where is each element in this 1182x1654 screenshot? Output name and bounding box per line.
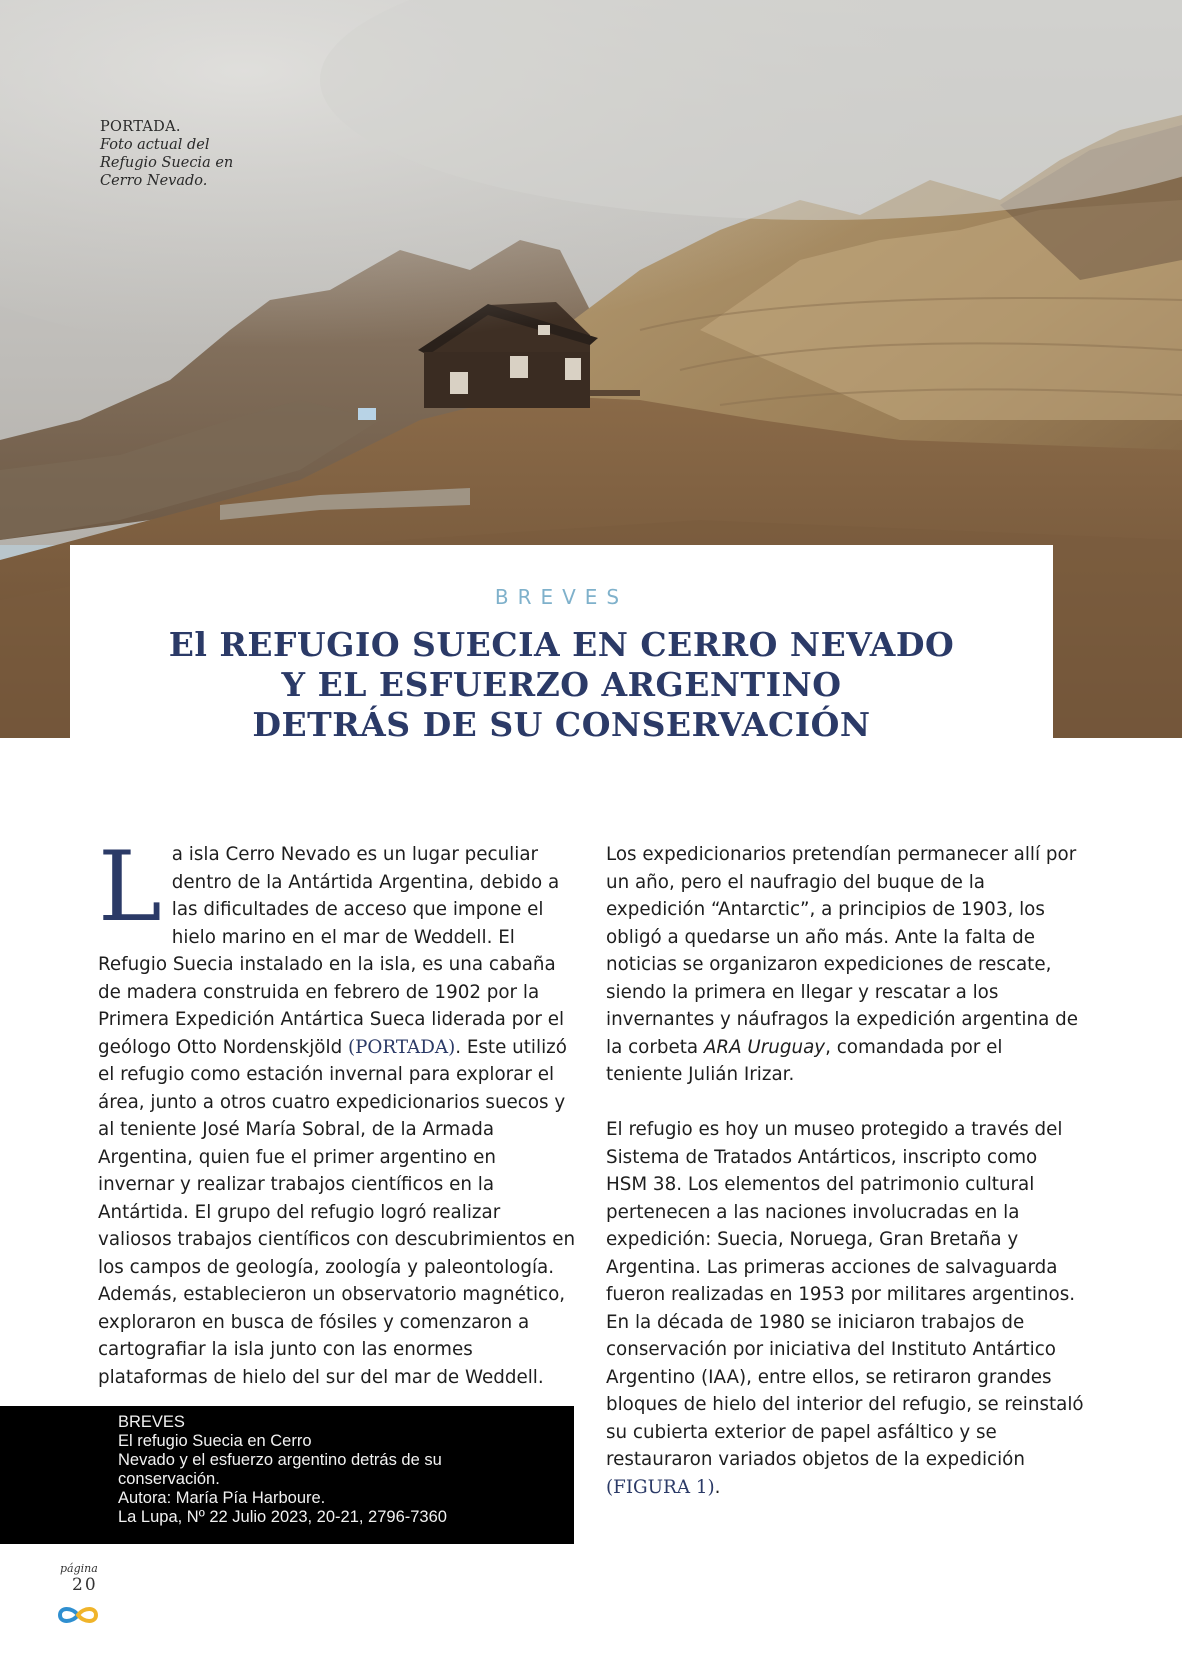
citation-line: Nevado y el esfuerzo argentino detrás de su — [118, 1451, 442, 1469]
paragraph-text: . — [714, 1476, 721, 1498]
title-card — [70, 545, 1053, 755]
title-line: El REFUGIO SUECIA EN CERRO NEVADO — [168, 625, 955, 664]
citation-box — [0, 1406, 574, 1544]
article-paragraph — [98, 831, 576, 1391]
article-column-left — [98, 831, 576, 1391]
portada-reference-link[interactable]: (PORTADA) — [347, 1036, 456, 1058]
infinity-logo-icon — [56, 1604, 100, 1626]
article-title — [70, 625, 1053, 745]
page-label: página — [60, 1562, 98, 1575]
paragraph-text: a isla Cerro Nevado es un lugar peculiar dentro de la Antártida Argentina, debido a las dificultades de acceso que impone el hielo marino en el mar de Weddell. El Refugio Suecia instalado en la isla, es una cabaña de madera construida en febrero de 1902 por la Primera Expedición Antártica Sueca liderada por el geólogo Otto Nordenskjöld — [98, 844, 565, 1058]
title-line: DETRÁS DE SU CONSERVACIÓN — [252, 705, 871, 744]
dropcap: L — [98, 831, 162, 943]
citation-line: La Lupa, Nº 22 Julio 2023, 20-21, 2796-7360 — [118, 1508, 447, 1526]
ship-name: ARA Uruguay — [703, 1036, 826, 1058]
paragraph-text: . Este utilizó el refugio como estación invernal para explorar el área, junto a otros cuatro expedicionarios suecos y al teniente José María Sobral, de la Armada Argentina, quien fue el primer argentino en invernar y realizar trabajos científicos en la Antártida. El grupo del refugio logró realizar valiosos trabajos científicos con descubrimientos en los campos de geología, zoología y paleontología. Además, establecieron un observatorio magnético, exploraron en busca de fósiles y comenzaron a cartografiar la isla junto con las enormes plataformas de hielo del sur del mar de Weddell. — [98, 1036, 576, 1388]
citation-line: BREVES — [118, 1413, 185, 1431]
article-paragraph — [606, 841, 1084, 1089]
article-paragraph — [606, 1116, 1084, 1501]
paragraph-text: , comandada por el teniente Julián Irizar. — [606, 1036, 1003, 1085]
photo-caption — [100, 118, 270, 190]
section-label: BREVES — [494, 585, 629, 609]
figura-reference-link[interactable]: (FIGURA 1) — [606, 1476, 715, 1498]
title-line: Y EL ESFUERZO ARGENTINO — [281, 665, 842, 704]
paragraph-text: El refugio es hoy un museo protegido a través del Sistema de Tratados Antárticos, inscripto como HSM 38. Los elementos del patrimonio cultural pertenecen a las naciones involucradas en la expedición: Suecia, Noruega, Gran Bretaña y Argentina. Las primeras acciones de salvaguarda fueron realizadas en 1953 por militares argentinos. En la década de 1980 se iniciaron trabajos de conservación por iniciativa del Instituto Antártico Argentino (IAA), entre ellos, se retiraron grandes bloques de hielo del interior del refugio, se reinstaló su cubierta exterior de papel asfáltico y se restauraron variados objetos de la expedición — [606, 1119, 1084, 1470]
paragraph-text: Los expedicionarios pretendían permanecer allí por un año, pero el naufragio del buque de la expedición “Antarctic”, a principios de 1903, los obligó a quedarse un año más. Ante la falta de noticias se organizaron expediciones de rescate, siendo la primera en llegar y rescatar a los invernantes y náufragos la expedición argentina de la corbeta — [606, 844, 1078, 1058]
citation-line: Autora: María Pía Harboure. — [118, 1489, 326, 1507]
photo-caption-label: PORTADA. — [100, 119, 181, 135]
page-number: 20 — [72, 1575, 98, 1595]
article-column-right — [606, 841, 1084, 1501]
photo-caption-text: Foto actual del Refugio Suecia en Cerro Nevado. — [100, 137, 234, 189]
citation-line: El refugio Suecia en Cerro — [118, 1432, 312, 1450]
citation-line: conservación. — [118, 1470, 220, 1488]
